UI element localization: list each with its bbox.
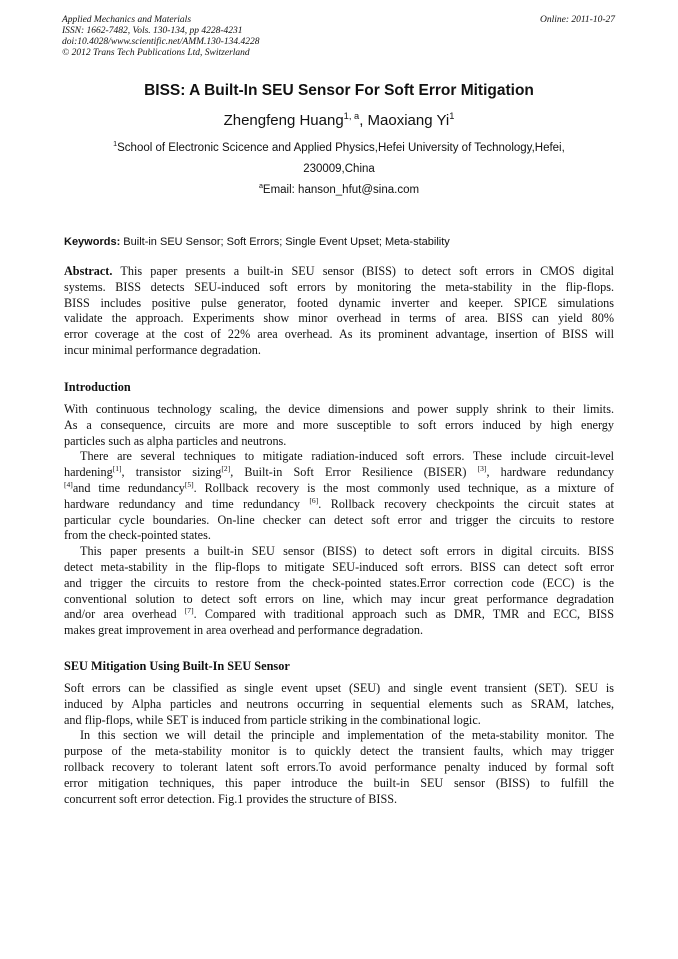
affiliation-line-2: 230009,China <box>303 163 375 175</box>
paper-title: BISS: A Built-In SEU Sensor For Soft Error Mitigation <box>144 82 534 99</box>
online-date: Online: 2011-10-27 <box>539 15 615 25</box>
author-1: Zhengfeng Huang <box>223 112 344 129</box>
journal-header <box>62 15 259 59</box>
section-heading-introduction: Introduction <box>64 380 131 394</box>
author-1-sup: 1, a <box>343 111 360 121</box>
affiliation-line-1: $^1$School of Electronic Scicence and Applied Physics,Hefei University of Technology,Hefei, <box>113 140 565 154</box>
intro-body: With continuous technology scaling, the device dimensions and power supply shrink to their limits. As a consequence, circuits are more and more susceptible to soft errors induced by high energy particles such as alpha particles and neutrons. There are several techniques to mitigate radiation-induced soft errors. These include circuit-level hardening[1], transistor sizing[2], Built-in Soft Error Resilience (BISER) [3], hardware redundancy [4]and time redundancy[5]. Rollback recovery is the most commonly used technique, as a mixture of hardware redundancy and time redundancy [6]. Rollback recovery checkpoints the circuit states at particular cycle boundaries. On-line checker can detect soft error and trigger the circuits to restore from the check-pointed states. This paper presents a built-in SEU sensor (BISS) to detect soft errors in digital circuits. BISS detect meta-stability in the flip-flops to mitigate SEU-induced soft errors. BISS can detect soft error and trigger the circuits to restore from the check-pointed states.Error correction code (ECC) is the conventional solution to detect soft errors on line, which may incur great performance degradation and/or area overhead [7]. Compared with traditional approach such as DMR, TMR and ECC, BISS makes great improvement in area overhead and performance degradation. <box>64 402 614 638</box>
journal-copyright: © 2012 Trans Tech Publications Ltd, Switzerland <box>62 48 250 58</box>
keywords-text: Built-in SEU Sensor; Soft Errors; Single Event Upset; Meta-stability <box>120 236 450 248</box>
affiliation <box>0 138 678 201</box>
seu-body: Soft errors can be classified as single event upset (SEU) and single event transient (SET). SEU is induced by Alpha particles and neutrons occurring in sequential elements such as SRAM, latches, and flip-flops, while SET is induced from particle striking in the combinational logic. In this section we will detail the principle and implementation of the meta-stability monitor. The purpose of the meta-stability monitor is to quickly detect the transient faults, which may trigger rollback recovery to tolerant latent soft errors.To avoid performance penalty induced by formal soft error mitigation techniques, this paper introduce the built-in SEU sensor (BISS) to fulfill the concurrent soft error detection. Fig.1 provides the structure of BISS. <box>64 681 614 806</box>
author-email: $^a$Email: hanson_hfut@sina.com <box>258 182 420 196</box>
journal-issn: ISSN: 1662-7482, Vols. 130-134, pp 4228-4231 <box>62 26 243 36</box>
abstract: Abstract. This paper presents a built-in SEU sensor (BISS) to detect soft errors in CMOS digital systems. BISS detects SEU-induced soft errors by monitoring the meta-stability in the flip-flops. BISS includes positive pulse generator, footed dynamic inverter and keeper. SPICE simulations validate the approach. Experiments show minor overhead in terms of area. BISS can yield 80% error coverage at the cost of 22% area overhead. As its prominent advantage, insertion of BISS will incur minimal performance degradation. <box>64 264 614 357</box>
author-2: Maoxiang Yi <box>367 112 450 129</box>
keywords <box>64 236 450 248</box>
author-2-sup: 1 <box>449 111 455 121</box>
citation: [3] <box>477 464 487 474</box>
citation: [7] <box>184 606 194 616</box>
section-heading-seu-mitigation: SEU Mitigation Using Built-In SEU Sensor <box>64 659 290 673</box>
citation: [5] <box>184 479 194 489</box>
citation: [2] <box>221 464 231 474</box>
citation: [1] <box>112 464 122 474</box>
journal-name: Applied Mechanics and Materials <box>62 15 192 25</box>
journal-doi: doi:10.4028/www.scientific.net/AMM.130-134.4228 <box>62 37 260 47</box>
author-line: Zhengfeng Huang$^{1, a}$, Maoxiang Yi$^1$ <box>223 111 455 129</box>
abstract-label: Abstract. <box>64 264 113 278</box>
citation: [6] <box>309 495 319 505</box>
keywords-label: Keywords: <box>64 236 121 248</box>
citation: [4] <box>64 479 73 489</box>
